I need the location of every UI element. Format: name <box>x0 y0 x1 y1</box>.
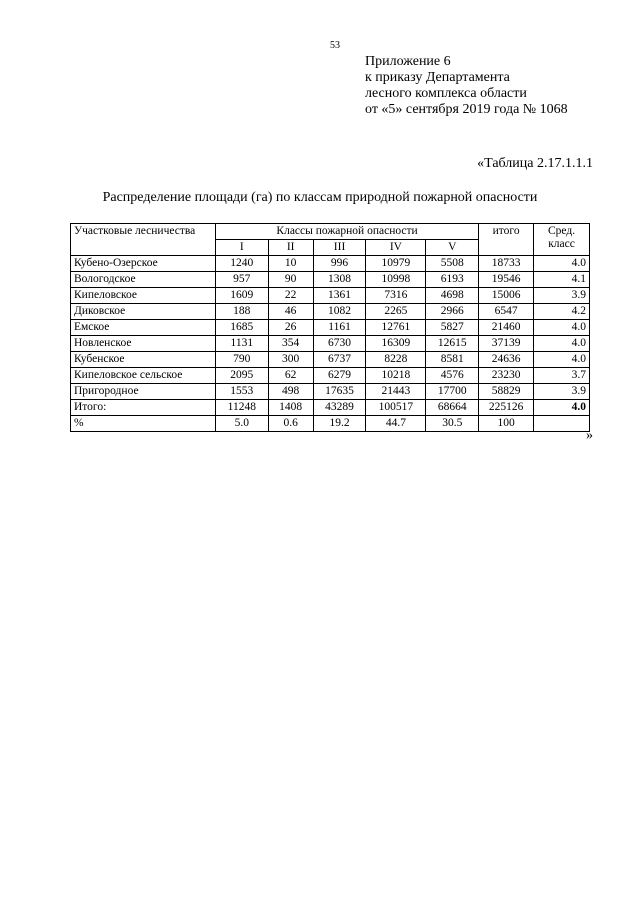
forestry-name-cell: Вологодское <box>71 272 216 288</box>
class-4-cell: 44.7 <box>366 416 426 432</box>
table-row <box>71 288 590 304</box>
forestry-name-cell: % <box>71 416 216 432</box>
average-cell <box>534 416 590 432</box>
average-cell: 4.0 <box>534 256 590 272</box>
class-3-cell: 43289 <box>313 400 366 416</box>
forestry-name-cell: Итого: <box>71 400 216 416</box>
table-row <box>71 400 590 416</box>
table-row <box>71 416 590 432</box>
class-4-cell: 2265 <box>366 304 426 320</box>
class-5-cell: 12615 <box>426 336 479 352</box>
header-class-3: III <box>313 240 366 256</box>
forestry-name-cell: Емское <box>71 320 216 336</box>
class-5-cell: 6193 <box>426 272 479 288</box>
class-3-cell: 1361 <box>313 288 366 304</box>
class-2-cell: 26 <box>268 320 313 336</box>
class-2-cell: 90 <box>268 272 313 288</box>
page-number: 53 <box>330 40 340 51</box>
class-3-cell: 19.2 <box>313 416 366 432</box>
total-cell: 100 <box>479 416 534 432</box>
class-1-cell: 11248 <box>215 400 268 416</box>
table-row <box>71 384 590 400</box>
appendix-line-2: к приказу Департамента <box>365 70 510 85</box>
header-class-5: V <box>426 240 479 256</box>
class-2-cell: 10 <box>268 256 313 272</box>
total-cell: 6547 <box>479 304 534 320</box>
class-4-cell: 8228 <box>366 352 426 368</box>
class-2-cell: 300 <box>268 352 313 368</box>
header-row-1 <box>71 224 590 240</box>
appendix-line-3: лесного комплекса области <box>365 86 527 101</box>
class-5-cell: 2966 <box>426 304 479 320</box>
class-1-cell: 790 <box>215 352 268 368</box>
class-5-cell: 5827 <box>426 320 479 336</box>
average-cell: 3.9 <box>534 384 590 400</box>
class-3-cell: 996 <box>313 256 366 272</box>
table-row <box>71 320 590 336</box>
class-1-cell: 5.0 <box>215 416 268 432</box>
average-cell: 4.0 <box>534 352 590 368</box>
average-cell: 4.1 <box>534 272 590 288</box>
total-cell: 21460 <box>479 320 534 336</box>
class-1-cell: 1553 <box>215 384 268 400</box>
table-row <box>71 272 590 288</box>
total-cell: 24636 <box>479 352 534 368</box>
forestry-name-cell: Кипеловское сельское <box>71 368 216 384</box>
table-row <box>71 352 590 368</box>
class-5-cell: 68664 <box>426 400 479 416</box>
class-2-cell: 0.6 <box>268 416 313 432</box>
closing-quote: » <box>586 428 593 443</box>
table-title: Распределение площади (га) по классам природной пожарной опасности <box>102 190 538 205</box>
header-forestry: Участковые лесничества <box>71 224 216 256</box>
class-5-cell: 4576 <box>426 368 479 384</box>
header-class-1: I <box>215 240 268 256</box>
class-1-cell: 1131 <box>215 336 268 352</box>
class-5-cell: 8581 <box>426 352 479 368</box>
class-5-cell: 4698 <box>426 288 479 304</box>
average-cell: 4.0 <box>534 336 590 352</box>
class-3-cell: 6279 <box>313 368 366 384</box>
class-4-cell: 7316 <box>366 288 426 304</box>
class-2-cell: 1408 <box>268 400 313 416</box>
class-3-cell: 6737 <box>313 352 366 368</box>
header-average <box>534 224 590 256</box>
header-class-4: IV <box>366 240 426 256</box>
class-5-cell: 17700 <box>426 384 479 400</box>
table-row <box>71 368 590 384</box>
class-4-cell: 10979 <box>366 256 426 272</box>
class-4-cell: 10218 <box>366 368 426 384</box>
class-4-cell: 12761 <box>366 320 426 336</box>
average-cell: 3.7 <box>534 368 590 384</box>
appendix-line-4: от «5» сентября 2019 года № 1068 <box>365 102 568 117</box>
class-2-cell: 354 <box>268 336 313 352</box>
class-2-cell: 46 <box>268 304 313 320</box>
forestry-name-cell: Кипеловское <box>71 288 216 304</box>
class-4-cell: 10998 <box>366 272 426 288</box>
class-5-cell: 30.5 <box>426 416 479 432</box>
appendix-line-1: Приложение 6 <box>365 54 451 69</box>
forestry-name-cell: Диковское <box>71 304 216 320</box>
header-average-line-2: класс <box>548 238 575 250</box>
header-class-2: II <box>268 240 313 256</box>
total-cell: 37139 <box>479 336 534 352</box>
average-cell: 3.9 <box>534 288 590 304</box>
header-average-line-1: Сред. <box>547 225 576 237</box>
class-1-cell: 1240 <box>215 256 268 272</box>
class-3-cell: 1308 <box>313 272 366 288</box>
class-2-cell: 62 <box>268 368 313 384</box>
class-2-cell: 22 <box>268 288 313 304</box>
class-1-cell: 1685 <box>215 320 268 336</box>
total-cell: 15006 <box>479 288 534 304</box>
total-cell: 18733 <box>479 256 534 272</box>
total-cell: 225126 <box>479 400 534 416</box>
header-total: итого <box>479 224 534 256</box>
total-cell: 58829 <box>479 384 534 400</box>
class-1-cell: 957 <box>215 272 268 288</box>
class-2-cell: 498 <box>268 384 313 400</box>
appendix-header <box>365 54 568 118</box>
class-1-cell: 188 <box>215 304 268 320</box>
table-row <box>71 256 590 272</box>
forestry-name-cell: Кубенское <box>71 352 216 368</box>
class-3-cell: 1082 <box>313 304 366 320</box>
table-body <box>71 256 590 432</box>
fire-class-table <box>70 223 590 432</box>
class-3-cell: 1161 <box>313 320 366 336</box>
forestry-name-cell: Пригородное <box>71 384 216 400</box>
class-3-cell: 6730 <box>313 336 366 352</box>
average-cell: 4.2 <box>534 304 590 320</box>
total-cell: 19546 <box>479 272 534 288</box>
class-1-cell: 1609 <box>215 288 268 304</box>
forestry-name-cell: Новленское <box>71 336 216 352</box>
average-cell: 4.0 <box>534 400 590 416</box>
total-cell: 23230 <box>479 368 534 384</box>
header-classes: Классы пожарной опасности <box>215 224 478 240</box>
class-1-cell: 2095 <box>215 368 268 384</box>
table-reference: «Таблица 2.17.1.1.1 <box>477 156 593 171</box>
table-row <box>71 336 590 352</box>
average-cell: 4.0 <box>534 320 590 336</box>
forestry-name-cell: Кубено-Озерское <box>71 256 216 272</box>
class-4-cell: 100517 <box>366 400 426 416</box>
class-3-cell: 17635 <box>313 384 366 400</box>
table-row <box>71 304 590 320</box>
class-4-cell: 16309 <box>366 336 426 352</box>
class-5-cell: 5508 <box>426 256 479 272</box>
class-4-cell: 21443 <box>366 384 426 400</box>
